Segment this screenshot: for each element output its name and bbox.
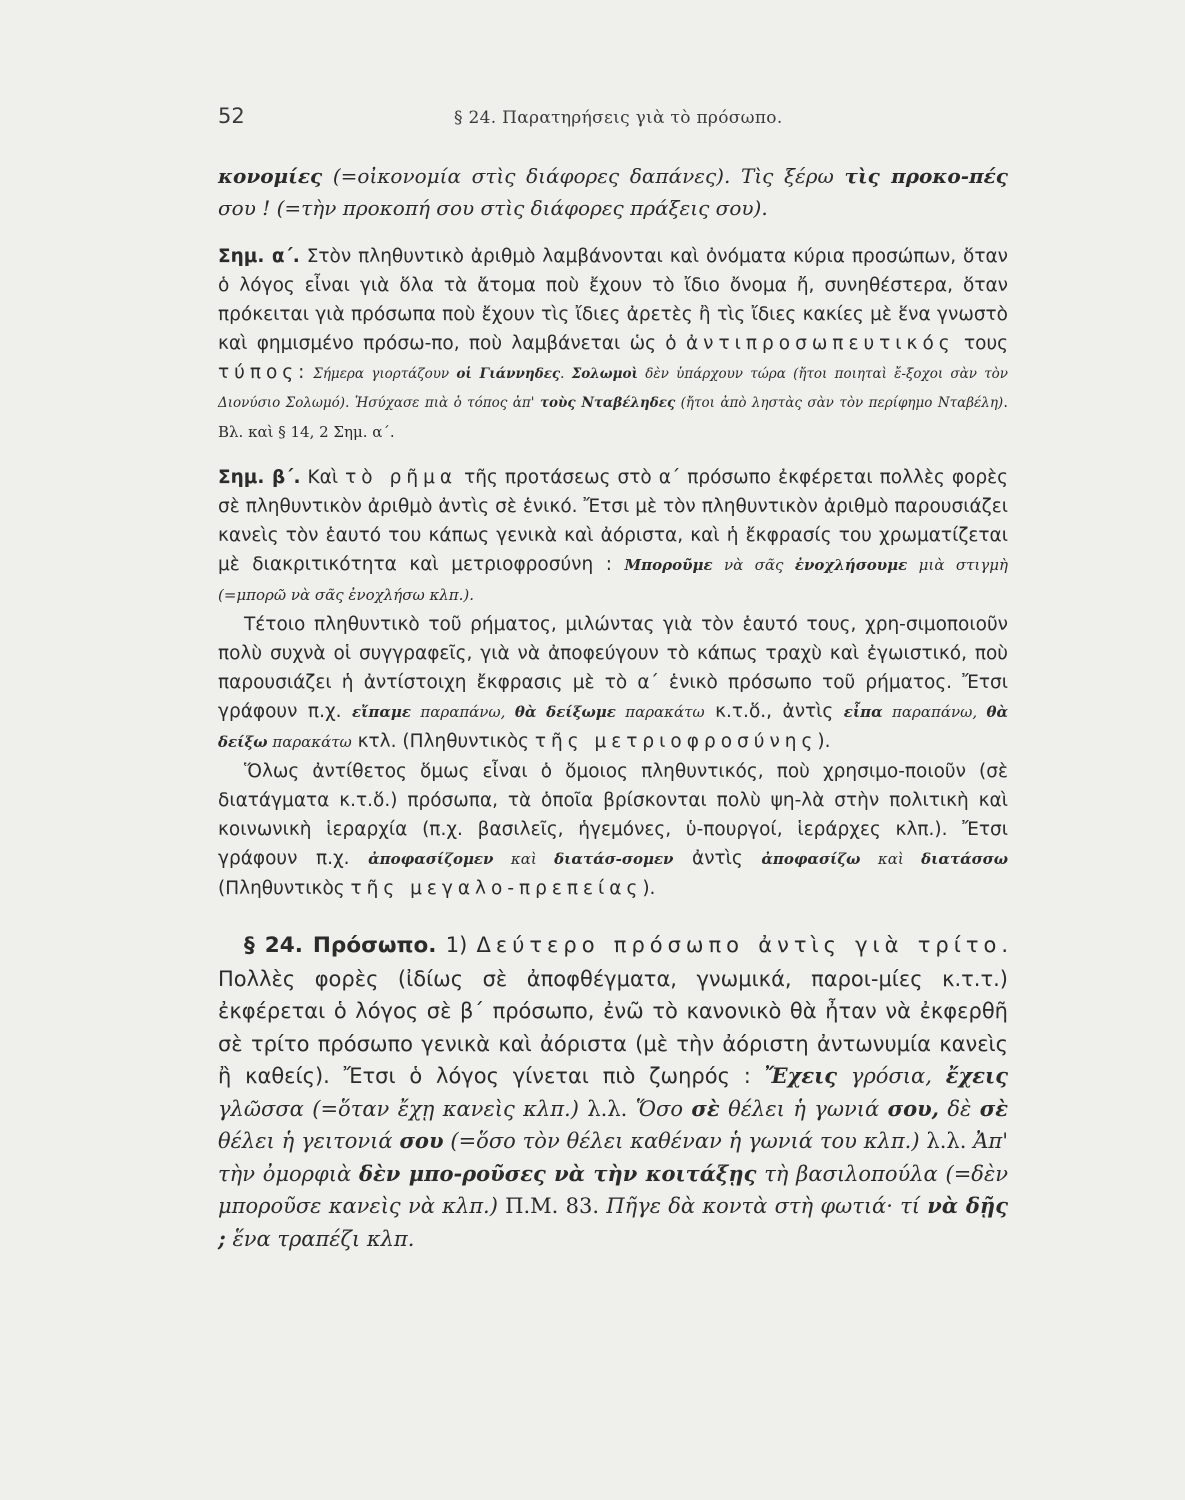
page-header (218, 104, 1008, 134)
page-number: 52 (218, 104, 245, 128)
section-title: § 24. Πρόσωπο. (244, 933, 437, 958)
page-body (218, 160, 1008, 1255)
note-b-label: Σημ. β΄. (218, 467, 301, 488)
paragraph-plural-modesty: Τέτοιο πληθυντικὸ τοῦ ρήματος, μιλώντας γιὰ τὸν ἑαυτό τους, χρη-σιμοποιοῦν πολὺ συχνὰ οἱ συγγραφεῖς, γιὰ νὰ ἀποφεύγουν τὸ κάπως τραχὺ καὶ ἐγωιστικό, ποὺ παρουσιάζει ἡ ἀντίστοιχη ἔκφρασις μὲ τὸ α΄ ἑνικὸ πρόσωπο τοῦ ρήματος. Ἔτσι γράφουν π.χ. εἴπαμε παραπάνω, θὰ δείξωμε παρακάτω κ.τ.ὅ., ἀντὶς εἶπα παραπάνω, θὰ δείξω παρακάτω κτλ. (Πληθυντικὸς τῆς μετριοφροσύνης). (218, 614, 1009, 752)
note-b: Σημ. β΄. Καὶ τὸ ρῆμα τῆς προτάσεως στὸ α΄ πρόσωπο ἐκφέρεται πολλὲς φορὲς σὲ πληθυντικὸν ἀριθμὸ ἀντὶς σὲ ἑνικό. Ἔτσι μὲ τὸν πληθυντικὸν ἀριθμὸ παρουσιάζει κανεὶς τὸν ἑαυτό του κάπως γενικὰ καὶ ἀόριστα, καὶ ἡ ἔκφρασίς του χρωματίζεται μὲ διακριτικότητα καὶ μετριοφροσύνη : Μποροῦμε νὰ σᾶς ἐνοχλήσουμε μιὰ στιγμὴ (=μπορῶ νὰ σᾶς ἐνοχλήσω κλπ.). (218, 467, 1008, 604)
intro-paragraph: κονομίες (=οἰκονομία στὶς διάφορες δαπάνες). Τὶς ξέρω τὶς προκο-πές σου ! (=τὴν προκοπή σου στὶς διάφορες πράξεις σου). (218, 164, 1008, 220)
note-a: Σημ. α΄. Στὸν πληθυντικὸ ἀριθμὸ λαμβάνονται καὶ ὀνόματα κύρια προσώπων, ὅταν ὁ λόγος εἶναι γιὰ ὅλα τὰ ἄτομα ποὺ ἔχουν τὸ ἴδιο ὄνομα ἤ, συνηθέστερα, ὅταν πρόκειται γιὰ πρόσωπα ποὺ ἔχουν τὶς ἴδιες ἀρετὲς ἢ τὶς ἴδιες κακίες μὲ ἕνα γνωστὸ καὶ φημισμένο πρόσω-πο, ποὺ λαμβάνεται ὡς ὁ ἀντιπροσωπευτικός τους τύπος: Σήμερα γιορτάζουν οἱ Γιάννηδες. Σολωμοὶ δὲν ὑπάρχουν τώρα (ἤτοι ποιηταὶ ἔ-ξοχοι σὰν τὸν Διονύσιο Σολωμό). Ἡσύχασε πιὰ ὁ τόπος ἀπ' τοὺς Νταβέληδες (ἤτοι ἀπὸ ληστὰς σὰν τὸν περίφημο Νταβέλη). Βλ. καὶ § 14, 2 Σημ. α΄. (218, 246, 1009, 441)
note-a-label: Σημ. α΄. (218, 246, 300, 267)
running-title: § 24. Παρατηρήσεις γιὰ τὸ πρόσωπο. (454, 108, 783, 128)
paragraph-plural-majesty: Ὅλως ἀντίθετος ὅμως εἶναι ὁ ὅμοιος πληθυντικός, ποὺ χρησιμο-ποιοῦν (σὲ διατάγματα κ.τ.ὅ.) πρόσωπα, τὰ ὁποῖα βρίσκονται πολὺ ψη-λὰ στὴν πολιτικὴ καὶ κοινωνικὴ ἱεραρχία (π.χ. βασιλεῖς, ἡγεμόνες, ὑ-πουργοί, ἱεράρχες κλπ.). Ἔτσι γράφουν π.χ. ἀποφασίζομεν καὶ διατάσ-σομεν ἀντὶς ἀποφασίζω καὶ διατάσσω (Πληθυντικὸς τῆς μεγαλο-πρεπείας). (218, 761, 1009, 899)
section-24: § 24. Πρόσωπο. 1) Δεύτερο πρόσωπο ἀντὶς γιὰ τρίτο. Πολλὲς φορὲς (ἰδίως σὲ ἀποφθέγματα, γνωμικά, παροι-μίες κ.τ.τ.) ἐκφέρεται ὁ λόγος σὲ β΄ πρόσωπο, ἐνῶ τὸ κανονικὸ θὰ ἦταν νὰ ἐκφερθῆ σὲ τρίτο πρόσωπο γενικὰ καὶ ἀόριστα (μὲ τὴν ἀόριστη ἀντωνυμία κανεὶς ἢ καθείς). Ἔτσι ὁ λόγος γίνεται πιὸ ζωηρός : Ἔχεις γρόσια, ἔχεις γλῶσσα (=ὅταν ἔχῃ κανεὶς κλπ.) λ.λ. Ὅσο σὲ θέλει ἡ γωνιά σου, δὲ σὲ θέλει ἡ γειτονιά σου (=ὅσο τὸν θέλει καθέναν ἡ γωνιά του κλπ.) λ.λ. Ἀπ' τὴν ὀμορφιὰ δὲν μπο-ροῦσες νὰ τὴν κοιτάξῃς τὴ βασιλοπούλα (=δὲν μποροῦσε κανεὶς νὰ κλπ.) Π.Μ. 83. Πῆγε δὰ κοντὰ στὴ φωτιά· τί νὰ δῇς ; ἕνα τραπέζι κλπ. (218, 933, 1009, 1251)
